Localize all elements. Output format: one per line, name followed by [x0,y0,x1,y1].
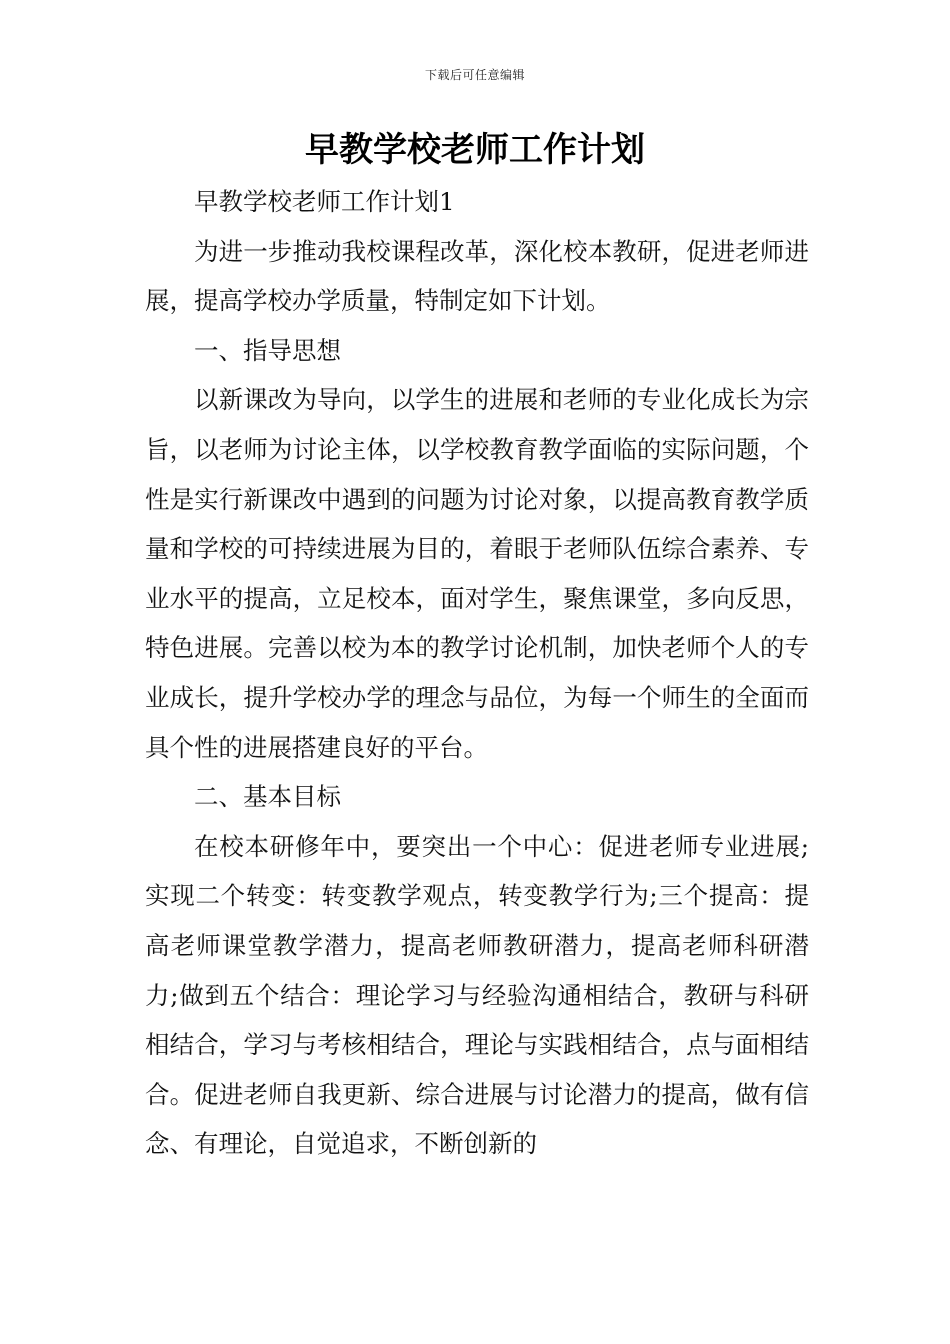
header-note: 下载后可任意编辑 [424,68,525,82]
section-heading-basic-goals: 二、基本目标 [194,782,341,812]
basic-goals-paragraph: 在校本研修年中，要突出一个中心：促进老师专业进展;实现二个转变：转变教学观点，转变教学行为;三个提高：提高老师课堂教学潜力，提高老师教研潜力，提高老师科研潜力;做到五个结合：理论学习与经验沟通相结合，教研与科研相结合，学习与考核相结合，理论与实践相结合，点与面相结合。促进老师自我更新、综合进展与讨论潜力的提高，做有信念、有理论，自觉追求，不断创新的 [145,831,809,1159]
document-title: 早教学校老师工作计划 [305,130,645,170]
document-body [145,177,809,1169]
subtitle-paragraph: 早教学校老师工作计划1 [194,187,455,216]
guiding-ideology-paragraph: 以新课改为导向，以学生的进展和老师的专业化成长为宗旨，以老师为讨论主体，以学校教育教学面临的实际问题，个性是实行新课改中遇到的问题为讨论对象，以提高教育教学质量和学校的可持续进展为目的，着眼于老师队伍综合素养、专业水平的提高，立足校本，面对学生，聚焦课堂，多向反思，特色进展。完善以校为本的教学讨论机制，加快老师个人的专业成长，提升学校办学的理念与品位，为每一个师生的全面而具个性的进展搭建良好的平台。 [145,385,809,762]
section-heading-guiding-ideology: 一、指导思想 [194,335,341,365]
intro-paragraph: 为进一步推动我校课程改革，深化校本教研，促进老师进展，提高学校办学质量，特制定如下计划。 [145,236,809,316]
